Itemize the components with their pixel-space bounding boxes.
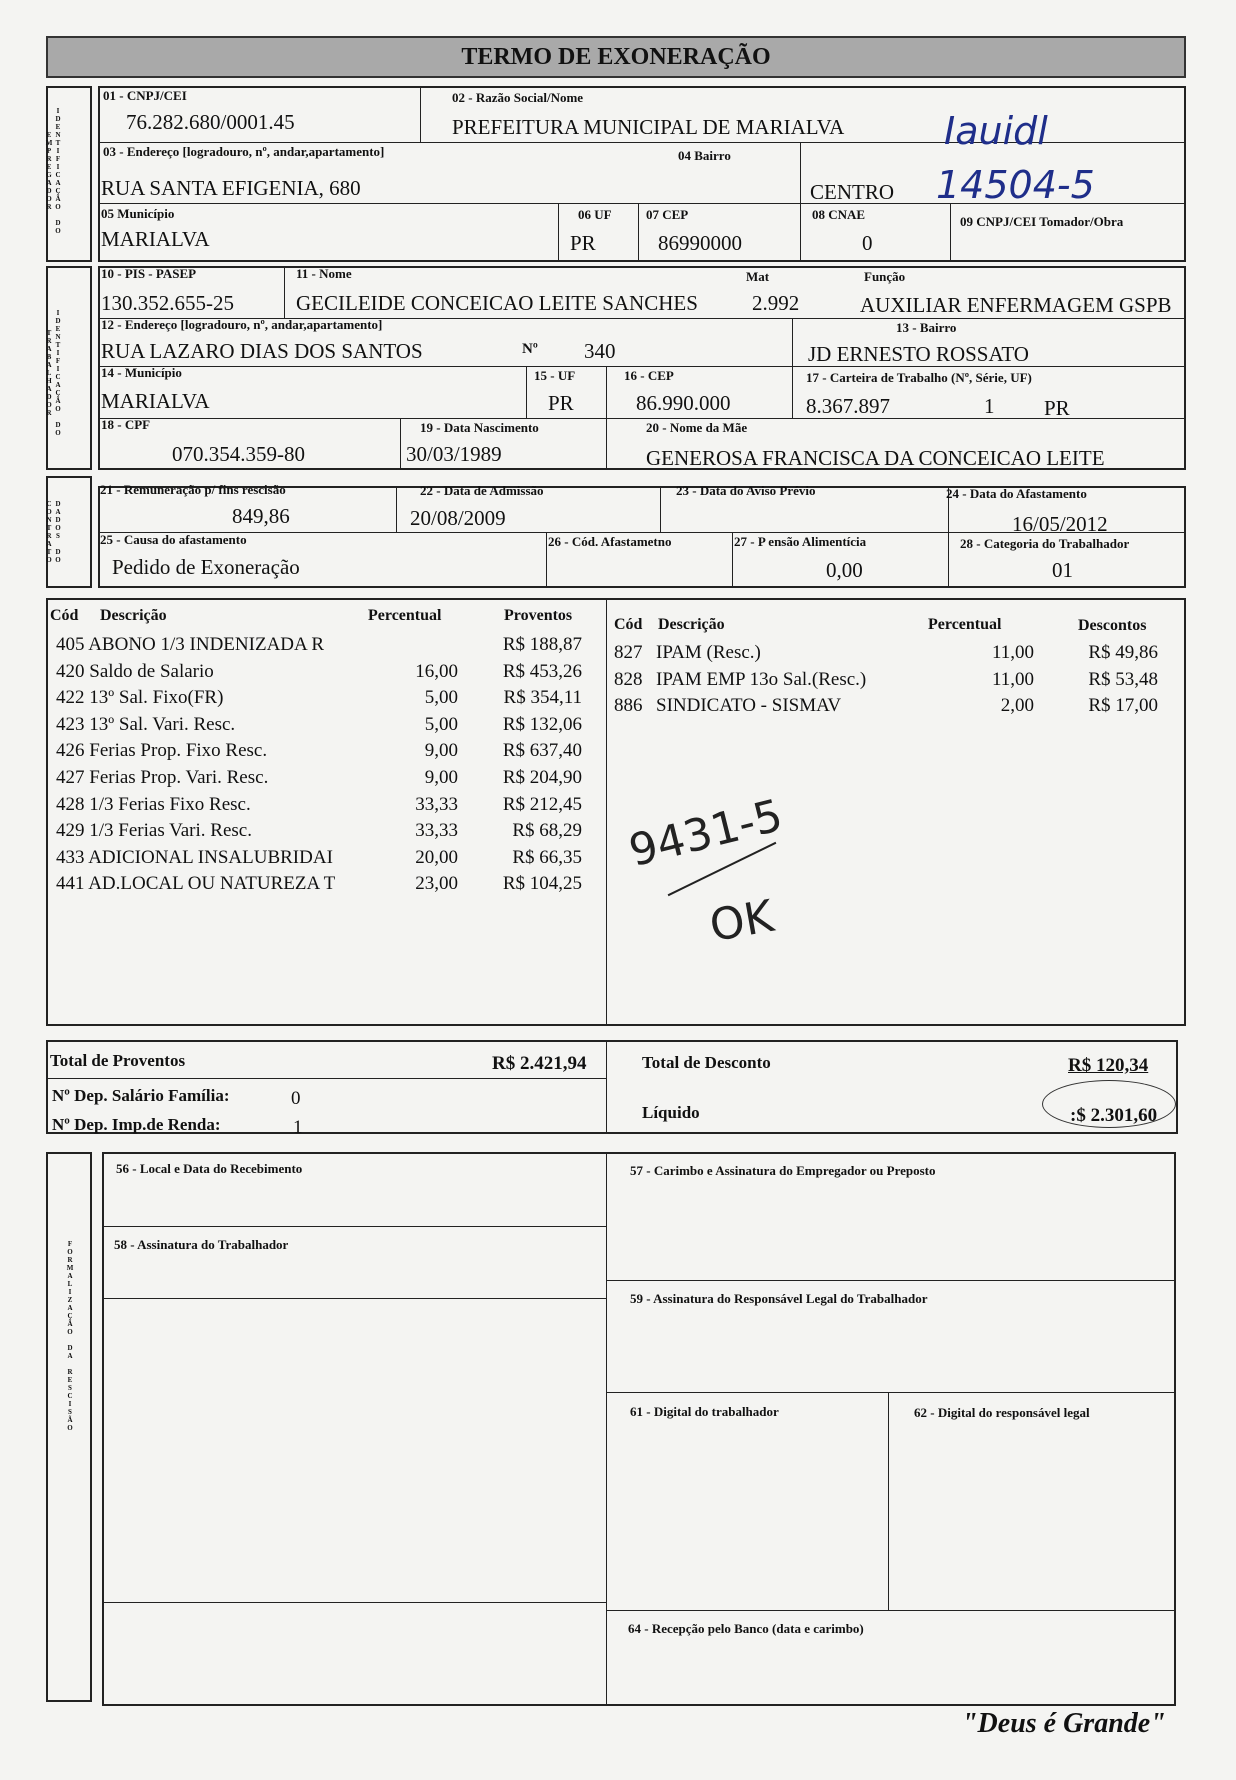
employer-bairro-label: 04 Bairro: [678, 148, 731, 163]
afast-label: 24 - Data do Afastamento: [946, 486, 1087, 501]
aviso-label: 23 - Data do Aviso Prévio: [676, 483, 816, 498]
cnae-label: 08 CNAE: [812, 207, 866, 222]
proventos-row-description: 420 Saldo de Salario: [56, 661, 214, 681]
admissao-value: 20/08/2009: [410, 506, 506, 530]
proventos-row-percent: 20,00: [415, 846, 458, 868]
f59-label: 59 - Assinatura do Responsável Legal do Trabalhador: [630, 1291, 928, 1306]
nome-label: 11 - Nome: [296, 266, 352, 281]
employer-address-value: RUA SANTA EFIGENIA, 680: [101, 176, 361, 200]
ctps-serie: 1: [984, 394, 995, 418]
handwritten-note: 9431-5: [624, 789, 788, 878]
liquido-label: Líquido: [642, 1103, 700, 1122]
pis-value: 130.352.655-25: [101, 291, 234, 315]
prov-header-cod: Cód: [50, 607, 79, 624]
proventos-row-value: R$ 204,90: [502, 767, 582, 788]
proventos-row-percent: 5,00: [424, 687, 458, 709]
mat-value: 2.992: [752, 291, 800, 315]
worker-address-value: RUA LAZARO DIAS DOS SANTOS: [101, 339, 423, 363]
tomador-label: 09 CNPJ/CEI Tomador/Obra: [960, 214, 1124, 229]
proventos-row-description: 429 1/3 Ferias Vari. Resc.: [56, 821, 252, 841]
proventos-row-description: 433 ADICIONAL INSALUBRIDAI: [56, 847, 333, 867]
remun-value: 849,86: [232, 504, 290, 528]
cpf-label: 18 - CPF: [101, 417, 151, 432]
afast-value: 16/05/2012: [1012, 512, 1108, 536]
total-proventos-value: R$ 2.421,94: [492, 1053, 587, 1074]
descontos-row-value: R$ 49,86: [1088, 642, 1158, 663]
mae-value: GENEROSA FRANCISCA DA CONCEICAO LEITE: [646, 446, 1105, 470]
razao-label: 02 - Razão Social/Nome: [452, 90, 584, 105]
proventos-row-percent: 33,33: [415, 793, 458, 815]
proventos-row-description: 428 1/3 Ferias Fixo Resc.: [56, 794, 251, 814]
descontos-row-percent: 11,00: [991, 642, 1034, 663]
descontos-row-description: IPAM (Resc.): [656, 642, 761, 663]
proventos-row-value: R$ 104,25: [502, 873, 582, 895]
footer-motto: "Deus é Grande": [962, 1708, 1166, 1739]
prov-header-val: Proventos: [504, 607, 573, 624]
worker-bairro-value: JD ERNESTO ROSSATO: [808, 342, 1029, 366]
proventos-row-value: R$ 354,11: [503, 687, 582, 709]
cnpj-label: 01 - CNPJ/CEI: [103, 88, 187, 103]
employer-cep-value: 86990000: [658, 231, 742, 255]
desc-header-cod: Cód: [614, 616, 643, 633]
proventos-row-description: 422 13º Sal. Fixo(FR): [56, 688, 224, 708]
causa-value: Pedido de Exoneração: [112, 555, 300, 579]
formalization-side-label: FORMALIZAÇÃO DA RESCISÃO: [66, 1240, 74, 1432]
liquido-value: :$ 2.301,60: [1070, 1105, 1158, 1126]
descontos-row-description: SINDICATO - SISMAV: [656, 695, 842, 717]
handwritten-ok: OK: [705, 890, 778, 953]
proventos-row-description: 426 Ferias Prop. Fixo Resc.: [56, 741, 268, 761]
ctps-number: 8.367.897: [806, 394, 890, 418]
handwritten-signature: Iauidl: [944, 109, 1048, 153]
liquido-circle: [1042, 1080, 1176, 1128]
employer-municipio-label: 05 Município: [101, 206, 175, 221]
descontos-row-value: R$ 17,00: [1088, 695, 1158, 717]
categoria-label: 28 - Categoria do Trabalhador: [960, 536, 1130, 551]
proventos-row-description: 427 Ferias Prop. Vari. Resc.: [56, 768, 269, 787]
cnpj-value: 76.282.680/0001.45: [126, 110, 295, 134]
f56-label: 56 - Local e Data do Recebimento: [116, 1161, 303, 1176]
worker-uf-label: 15 - UF: [534, 368, 576, 383]
mae-label: 20 - Nome da Mãe: [646, 420, 748, 435]
worker-uf-value: PR: [548, 391, 574, 415]
prov-header-perc: Percentual: [368, 607, 442, 624]
handwritten-code: 14504-5: [936, 163, 1095, 207]
proventos-row-percent: 9,00: [424, 767, 458, 788]
admissao-label: 22 - Data de Admissão: [420, 483, 544, 498]
nasc-value: 30/03/1989: [406, 442, 502, 466]
proventos-row-percent: 9,00: [424, 740, 458, 762]
prov-header-desc: Descrição: [100, 607, 167, 624]
desc-header-desc: Descrição: [658, 616, 725, 633]
descontos-row-code: 827: [614, 642, 643, 663]
cod-afast-label: 26 - Cód. Afastametno: [548, 534, 672, 549]
pensao-value: 0,00: [826, 558, 863, 582]
contract-side-label: DADOS DO CONTRATO: [45, 500, 62, 564]
descontos-row-value: R$ 53,48: [1088, 668, 1158, 690]
f62-label: 62 - Digital do responsável legal: [914, 1405, 1090, 1420]
nome-value: GECILEIDE CONCEICAO LEITE SANCHES: [296, 291, 698, 315]
worker-side-label: IDENTIFICAÇÃO DO TRABALHADOR: [45, 309, 62, 437]
proventos-row-percent: 16,00: [415, 660, 458, 682]
proventos-row-value: R$ 637,40: [502, 740, 582, 762]
causa-label: 25 - Causa do afastamento: [100, 532, 247, 547]
descontos-row-description: IPAM EMP 13o Sal.(Resc.): [656, 668, 867, 690]
proventos-row-percent: 23,00: [415, 873, 458, 895]
dep-ir-value: 1: [293, 1117, 303, 1138]
proventos-row-value: R$ 66,35: [512, 846, 582, 868]
proventos-row-value: R$ 68,29: [512, 820, 582, 842]
employer-municipio-value: MARIALVA: [101, 227, 210, 251]
proventos-row-description: 441 AD.LOCAL OU NATUREZA T: [56, 874, 336, 894]
proventos-row-value: R$ 453,26: [502, 660, 582, 682]
total-proventos-label: Total de Proventos: [50, 1051, 186, 1070]
desc-header-perc: Percentual: [928, 616, 1002, 633]
employer-side-label: IDENTIFICAÇÃO DO EMPREGADOR: [45, 107, 62, 235]
proventos-row-value: R$ 212,45: [502, 793, 582, 815]
employer-uf-label: 06 UF: [578, 207, 612, 222]
razao-value: PREFEITURA MUNICIPAL DE MARIALVA: [452, 115, 845, 139]
worker-municipio-value: MARIALVA: [101, 389, 210, 413]
dep-sf-value: 0: [291, 1088, 301, 1109]
descontos-row-percent: 11,00: [991, 668, 1034, 690]
worker-address-label: 12 - Endereço [logradouro, nº, andar,apartamento]: [101, 317, 383, 332]
proventos-row-percent: 5,00: [424, 713, 458, 735]
f64-label: 64 - Recepção pelo Banco (data e carimbo): [628, 1621, 864, 1636]
proventos-row-description: 423 13º Sal. Vari. Resc.: [56, 714, 236, 734]
nasc-label: 19 - Data Nascimento: [420, 420, 539, 435]
numero-value: 340: [584, 339, 616, 363]
worker-cep-value: 86.990.000: [636, 391, 731, 415]
total-desconto-label: Total de Desconto: [642, 1053, 771, 1072]
f57-label: 57 - Carimbo e Assinatura do Empregador ou Preposto: [630, 1163, 936, 1178]
descontos-row-code: 886: [614, 695, 643, 717]
proventos-row-value: R$ 132,06: [502, 713, 582, 735]
pis-label: 10 - PIS - PASEP: [101, 266, 197, 281]
descontos-row-percent: 2,00: [1000, 695, 1034, 717]
proventos-row-percent: 33,33: [415, 820, 458, 842]
employer-address-label: 03 - Endereço [logradouro, nº, andar,apartamento]: [103, 144, 385, 159]
employer-uf-value: PR: [570, 231, 596, 255]
desc-header-val: Descontos: [1078, 617, 1147, 634]
worker-municipio-label: 14 - Município: [101, 365, 182, 380]
mat-label: Mat: [746, 269, 770, 284]
ctps-label: 17 - Carteira de Trabalho (Nº, Série, UF): [806, 370, 1032, 385]
employer-bairro-value: CENTRO: [810, 180, 894, 204]
employer-cep-label: 07 CEP: [646, 207, 689, 222]
numero-label: Nº: [522, 341, 538, 357]
total-desconto-value: R$ 120,34: [1068, 1055, 1149, 1076]
cnae-value: 0: [862, 231, 873, 255]
worker-bairro-label: 13 - Bairro: [896, 320, 957, 335]
proventos-row-description: 405 ABONO 1/3 INDENIZADA R: [56, 635, 325, 654]
worker-cep-label: 16 - CEP: [624, 368, 674, 383]
f58-label: 58 - Assinatura do Trabalhador: [114, 1237, 289, 1252]
proventos-row-value: R$ 188,87: [502, 634, 582, 655]
remun-label: 21 - Remuneração p/ fins rescisão: [100, 482, 286, 497]
dep-sf-label: Nº Dep. Salário Família:: [52, 1086, 230, 1105]
f61-label: 61 - Digital do trabalhador: [630, 1404, 779, 1419]
descontos-row-code: 828: [614, 668, 643, 690]
dep-ir-label: Nº Dep. Imp.de Renda:: [52, 1115, 221, 1134]
cpf-value: 070.354.359-80: [172, 442, 305, 466]
funcao-label: Função: [864, 269, 906, 284]
categoria-value: 01: [1052, 558, 1073, 582]
ctps-uf: PR: [1044, 396, 1070, 420]
funcao-value: AUXILIAR ENFERMAGEM GSPB: [860, 293, 1172, 317]
document-title: TERMO DE EXONERAÇÃO: [46, 36, 1186, 78]
pensao-label: 27 - P ensão Alimentícia: [734, 534, 867, 549]
